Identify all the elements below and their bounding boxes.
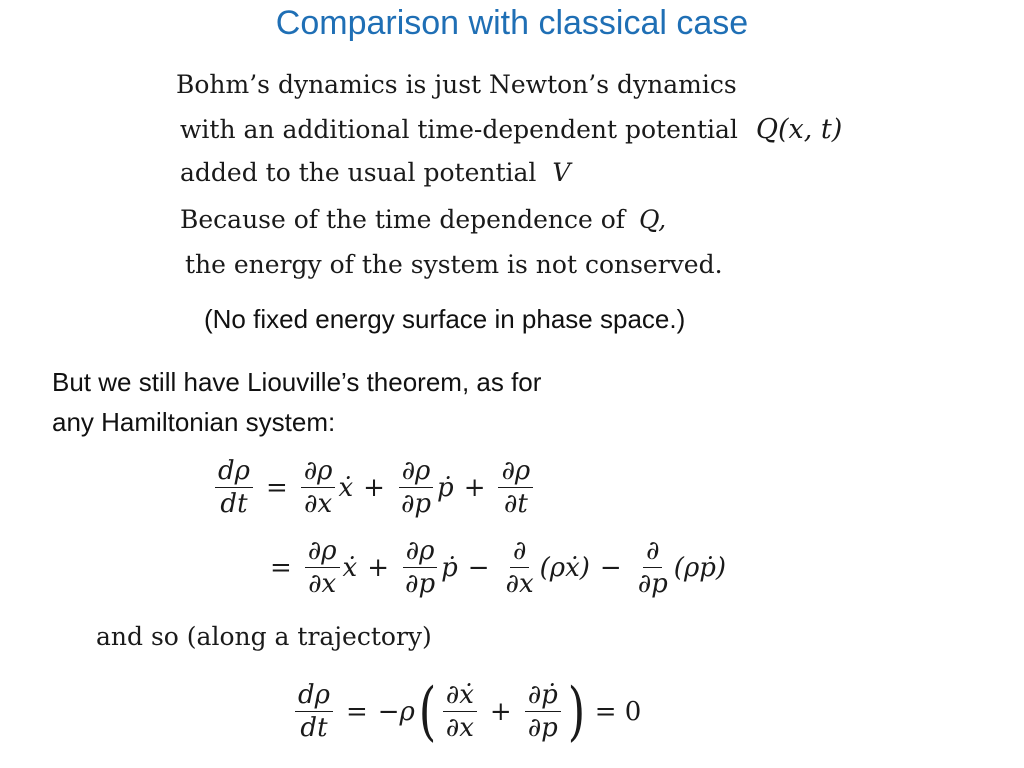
equals-sign: = xyxy=(345,697,368,727)
potential-q-symbol: Q(x, t) xyxy=(755,114,843,145)
equation-line-3 xyxy=(292,675,642,749)
left-paren: ( xyxy=(418,675,437,749)
equals-sign: = xyxy=(265,473,288,504)
plus-sign: + xyxy=(363,473,385,504)
minus-sign: − xyxy=(467,553,490,584)
slide-title: Comparison with classical case xyxy=(275,4,749,42)
liouville-line-2: any Hamiltonian system: xyxy=(52,407,336,437)
bohm-line-2 xyxy=(180,114,842,145)
bohm-line-2-text: with an additional time-dependent potential xyxy=(180,115,738,144)
equation-line-2 xyxy=(260,538,726,599)
partial-rho-x-fraction: $\frac{\partial\rho}{\partial x}$ xyxy=(305,538,340,599)
partial-rho-p-fraction: $\frac{\partial\rho}{\partial p}$ xyxy=(398,458,434,519)
equals-sign: = xyxy=(270,553,292,584)
partial-pdot-p-fraction: $\frac{\text{∂ṗ}}{\partial p}$ xyxy=(525,682,561,743)
potential-v-symbol: V xyxy=(552,158,571,187)
x-dot: ẋ xyxy=(338,473,354,504)
phase-space-note: (No fixed energy surface in phase space.) xyxy=(204,304,686,334)
p-dot: ṗ xyxy=(437,473,454,504)
bohm-line-5: the energy of the system is not conserved. xyxy=(185,250,723,279)
equation-line-1 xyxy=(212,458,536,519)
rho-p-dot: (ρṗ) xyxy=(673,553,727,584)
plus-sign: + xyxy=(489,697,512,727)
negative-rho: −ρ xyxy=(377,697,415,727)
bohm-line-4 xyxy=(180,205,666,234)
x-dot: ẋ xyxy=(342,553,358,584)
partial-rho-x-fraction: $\frac{\partial\rho}{\partial x}$ xyxy=(301,458,336,519)
rho-x-dot: (ρẋ) xyxy=(539,553,590,584)
bohm-line-1: Bohm’s dynamics is just Newton’s dynamics xyxy=(176,70,737,99)
bohm-line-3 xyxy=(180,158,570,187)
plus-sign: + xyxy=(463,473,486,504)
along-trajectory-text: and so (along a trajectory) xyxy=(96,622,432,651)
partial-xdot-x-fraction: $\frac{\text{∂ẋ}}{\partial x}$ xyxy=(443,682,477,743)
p-dot: ṗ xyxy=(441,553,458,584)
bohm-line-3-text: added to the usual potential xyxy=(180,158,537,187)
equals-zero: = 0 xyxy=(594,697,642,727)
partial-p-fraction: $\frac{\partial}{\partial p}$ xyxy=(637,536,668,600)
drho-dt-fraction: $\frac{d\rho}{dt}$ xyxy=(295,682,333,743)
partial-rho-p-fraction: $\frac{\partial\rho}{\partial p}$ xyxy=(402,538,438,599)
drho-dt-fraction: $\frac{d\rho}{dt}$ xyxy=(215,458,253,519)
right-paren: ) xyxy=(567,675,586,749)
liouville-line-1: But we still have Liouville’s theorem, as for xyxy=(52,367,542,397)
partial-x-fraction: $\frac{\partial}{\partial x}$ xyxy=(505,536,534,600)
plus-sign: + xyxy=(367,553,389,584)
partial-rho-t-fraction: $\frac{\partial\rho}{\partial t}$ xyxy=(498,458,533,519)
bohm-line-4-text: Because of the time dependence of xyxy=(180,205,626,234)
minus-sign: − xyxy=(599,553,622,584)
q-symbol: Q, xyxy=(638,205,667,234)
